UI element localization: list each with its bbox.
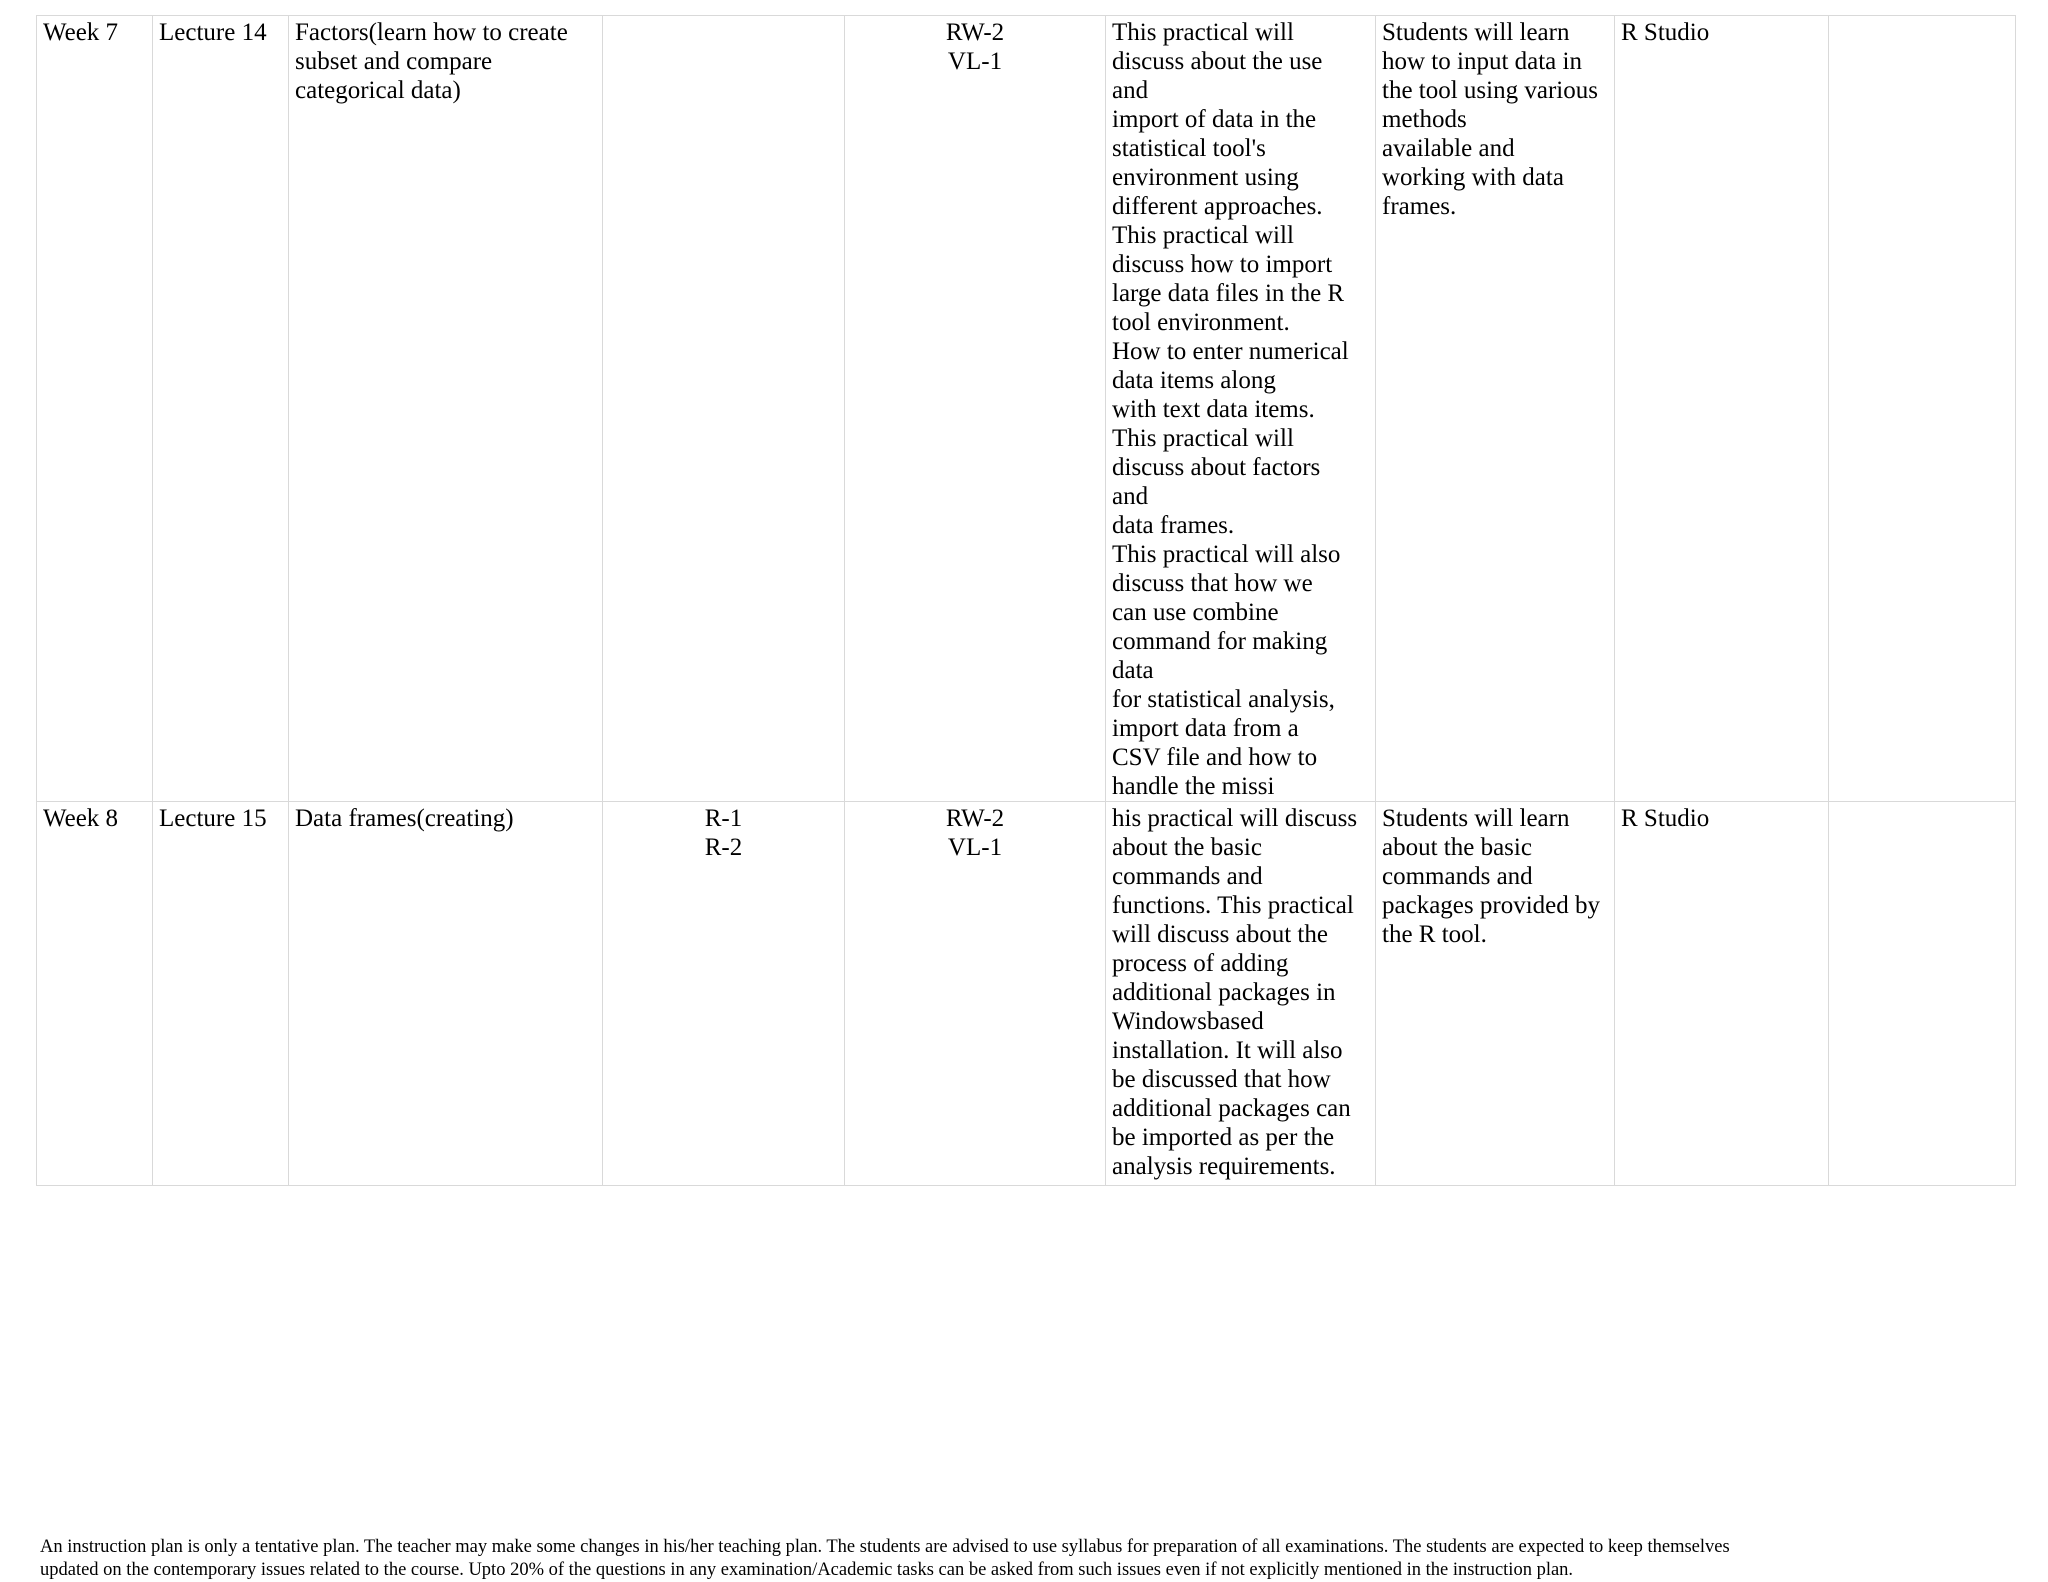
topic-cell: Factors(learn how to create subset and compare categorical data) bbox=[289, 16, 603, 802]
remarks-cell bbox=[1829, 802, 2016, 1186]
footer-disclaimer: An instruction plan is only a tentative plan. The teacher may make some changes in his/her teaching plan. The students are advised to use syllabus for preparation of all examinations. The students are expected to keep themselves updated on the contemporary issues related to the course. Upto 20% of the questions in any examination/Academic tasks can be asked from such issues even if not explicitly mentioned in the instruction plan. bbox=[40, 1537, 1730, 1580]
tool-cell: R Studio bbox=[1615, 802, 1829, 1186]
references-cell: R-1 R-2 bbox=[603, 802, 845, 1186]
practical-description-cell: his practical will discuss about the basic commands and functions. This practical will discuss about the process of adding additional packages in Windowsbased installation. It will also be discussed that how additional packages can be imported as per the analysis requirements. bbox=[1106, 802, 1376, 1186]
other-references-cell: RW-2 VL-1 bbox=[845, 802, 1106, 1186]
instruction-plan-table bbox=[36, 15, 2016, 1186]
other-references-cell: RW-2 VL-1 bbox=[845, 16, 1106, 802]
remarks-cell bbox=[1829, 16, 2016, 802]
table-row bbox=[37, 16, 2016, 802]
lecture-cell: Lecture 14 bbox=[153, 16, 289, 802]
tool-cell: R Studio bbox=[1615, 16, 1829, 802]
week-cell: Week 7 bbox=[37, 16, 153, 802]
week-cell: Week 8 bbox=[37, 802, 153, 1186]
learning-outcome-cell: Students will learn about the basic commands and packages provided by the R tool. bbox=[1376, 802, 1615, 1186]
learning-outcome-cell: Students will learn how to input data in the tool using various methods available and working with data frames. bbox=[1376, 16, 1615, 802]
references-cell bbox=[603, 16, 845, 802]
table-row bbox=[37, 802, 2016, 1186]
practical-description-cell: This practical will discuss about the use and import of data in the statistical tool's environment using different approaches. This practical will discuss how to import large data files in the R tool environment. How to enter numerical data items along with text data items. This practical will discuss about factors and data frames. This practical will also discuss that how we can use combine command for making data for statistical analysis, import data from a CSV file and how to handle the missi bbox=[1106, 16, 1376, 802]
topic-cell: Data frames(creating) bbox=[289, 802, 603, 1186]
lecture-cell: Lecture 15 bbox=[153, 802, 289, 1186]
